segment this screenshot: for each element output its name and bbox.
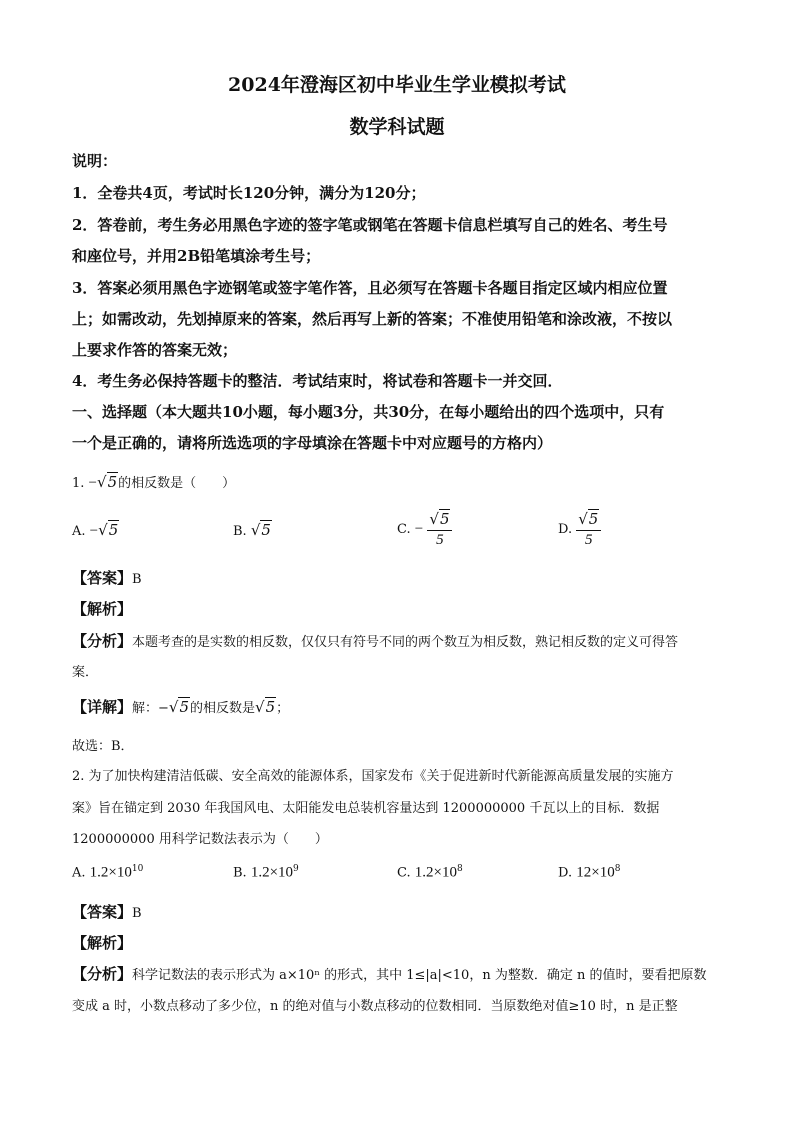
instruction-3b: 上；如需改动，先划掉原来的答案，然后再写上新的答案；不准使用铅笔和涂改液，不按以 <box>72 310 673 328</box>
instruction-2b: 和座位号，并用2B铅笔填涂考生号； <box>72 247 321 265</box>
q2-option-d: D. $12\times 10^8$ <box>558 864 621 881</box>
q2-option-a: A. $1.2\times 10^{10}$ <box>72 864 144 881</box>
instruction-3a: 3．答案必须用黑色字迹钢笔或签字笔作答，且必须写在答题卡各题目指定区域内相应位置 <box>72 279 668 297</box>
q1-option-d: D. $\frac{√5}{5}$ <box>558 510 601 549</box>
q1-option-b: B. √5 <box>233 521 271 539</box>
q2-stem-line2: 案》旨在锚定到 2030 年我国风电、太阳能发电总装机容量达到 1200000000 千瓦以上的目标．数据 <box>72 801 660 816</box>
instructions-label: 说明： <box>72 152 118 170</box>
q2-analysis-label: 【解析】 <box>72 934 133 952</box>
section1-heading-line1: 一、选择题（本大题共10小题，每小题3分，共30分，在每小题给出的四个选项中，只有 <box>72 403 665 421</box>
q2-answer: 【答案】B <box>72 903 142 921</box>
exam-title: 2024年澄海区初中毕业生学业模拟考试 <box>228 74 566 96</box>
section1-heading-line2: 一个是正确的，请将所选选项的字母填涂在答题卡中对应题号的方格内） <box>72 434 553 452</box>
q1-number: 1. <box>72 476 85 491</box>
q2-stem-line1: 2. 为了加快构建清洁低碳、安全高效的能源体系，国家发布《关于促进新时代新能源高质量发展的实施方 <box>72 769 674 784</box>
q2-option-c: C. $1.2\times 10^8$ <box>397 864 463 881</box>
instruction-4: 4．考生务必保持答题卡的整洁．考试结束时，将试卷和答题卡一并交回． <box>72 372 563 390</box>
q1-stem-tail: 的相反数是（ ） <box>118 476 236 491</box>
q1-choose: 故选：B． <box>72 739 134 754</box>
q2-fenxi-line1: 【分析】科学记数法的表示形式为 a×10ⁿ 的形式，其中 1≤|a|<10，n 为整数．确定 n 的值时，要看把原数 <box>72 965 707 983</box>
q1-stem: 1. −√5的相反数是（ ） <box>72 473 236 491</box>
q1-detail: 【详解】解：−√5的相反数是√5； <box>72 698 290 716</box>
exam-subtitle: 数学科试题 <box>349 116 445 138</box>
instruction-2a: 2．答卷前，考生务必用黑色字迹的签字笔或钢笔在答题卡信息栏填写自己的姓名、考生号 <box>72 216 668 234</box>
q2-option-b: B. $1.2\times 10^9$ <box>233 864 299 881</box>
sqrt-expression: √5 <box>97 473 118 491</box>
q1-fenxi-line2: 案． <box>72 665 99 680</box>
instruction-1: 1．全卷共4页，考试时长120分钟，满分为120分； <box>72 184 426 202</box>
q2-fenxi-line2: 变成 a 时，小数点移动了多少位，n 的绝对值与小数点移动的位数相同．当原数绝对值≥10 时，n 是正整 <box>72 999 678 1014</box>
q2-stem-line3: 1200000000 用科学记数法表示为（ ） <box>72 832 328 847</box>
q1-option-a: A. −√5 <box>72 521 119 539</box>
q1-analysis-label: 【解析】 <box>72 600 133 618</box>
q1-option-c: C. − $\frac{√5}{5}$ <box>397 510 452 549</box>
q1-fenxi-line1: 【分析】本题考查的是实数的相反数，仅仅只有符号不同的两个数互为相反数，熟记相反数的定义可得答 <box>72 632 679 650</box>
q1-answer: 【答案】B <box>72 569 142 587</box>
instruction-3c: 上要求作答的答案无效； <box>72 341 238 359</box>
